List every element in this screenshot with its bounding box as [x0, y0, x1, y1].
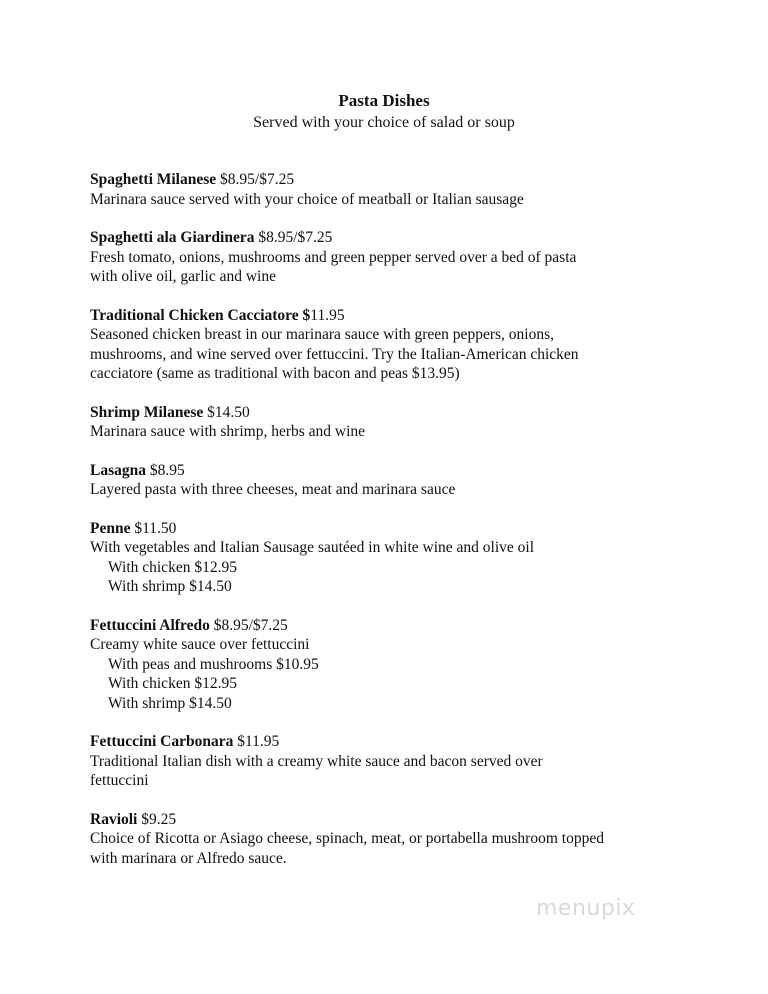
menu-item-name: Spaghetti ala Giardinera — [90, 229, 255, 246]
menu-item-price: $8.95 — [149, 461, 185, 479]
menu-item-heading — [90, 306, 730, 326]
menu-item-heading — [90, 732, 730, 752]
menu-item-heading — [90, 461, 730, 481]
menu-item-description: fettuccini — [90, 772, 149, 789]
section-title: Pasta Dishes — [338, 91, 430, 110]
menu-header — [0, 90, 768, 134]
menu-item-description: cacciatore (same as traditional with bacon and peas $13.95) — [90, 365, 460, 382]
menu-item-option: With chicken $12.95 — [108, 675, 237, 692]
menu-item-description: Fresh tomato, onions, mushrooms and green pepper served over a bed of pasta — [90, 248, 577, 266]
menu-item-description: Creamy white sauce over fettuccini — [90, 636, 310, 653]
menu-item-price: $14.50 — [207, 403, 250, 421]
menu-item — [90, 732, 730, 791]
menu-item — [90, 616, 730, 714]
menu-item — [90, 228, 730, 287]
menu-item-description: With vegetables and Italian Sausage sautéed in white wine and olive oil — [90, 539, 535, 556]
menu-item-name: Fettuccini Alfredo — [90, 616, 210, 634]
menu-item-description: Traditional Italian dish with a creamy white sauce and bacon served over — [90, 752, 543, 770]
menu-item-heading — [90, 810, 730, 830]
menu-item-heading — [90, 616, 730, 636]
menu-item — [90, 519, 730, 597]
menu-item-price: $9.25 — [141, 810, 177, 828]
menu-item-list — [90, 170, 730, 887]
menu-item-price: $11.95 — [237, 733, 280, 750]
menu-item-option: With chicken $12.95 — [108, 558, 237, 576]
menu-item-price: 11.95 — [310, 306, 345, 324]
menu-item-name: Shrimp Milanese — [90, 403, 204, 421]
menu-item-description: mushrooms, and wine served over fettuccini. Try the Italian-American chicken — [90, 345, 579, 363]
menu-item-description: Seasoned chicken breast in our marinara sauce with green peppers, onions, — [90, 326, 554, 343]
menu-item-price: $8.95/$7.25 — [220, 171, 295, 188]
menu-item-name: Penne — [90, 519, 131, 537]
menu-item-description: Layered pasta with three cheeses, meat and marinara sauce — [90, 481, 456, 498]
menu-item — [90, 306, 730, 384]
menu-item — [90, 170, 730, 209]
menu-item-option: With peas and mushrooms $10.95 — [108, 655, 319, 673]
watermark-logo: menupix — [536, 896, 636, 921]
menu-item-option: With shrimp $14.50 — [108, 578, 232, 595]
menu-item — [90, 461, 730, 500]
section-subtitle: Served with your choice of salad or soup — [253, 114, 515, 131]
menu-item-description: Choice of Ricotta or Asiago cheese, spinach, meat, or portabella mushroom topped — [90, 830, 604, 847]
menu-item-price: $8.95/$7.25 — [258, 229, 333, 246]
menu-item-option: With shrimp $14.50 — [108, 694, 232, 712]
menu-item-description: Marinara sauce with shrimp, herbs and wine — [90, 423, 366, 440]
menu-item-description: with marinara or Alfredo sauce. — [90, 849, 287, 867]
menu-item-name: Ravioli — [90, 810, 138, 828]
menu-item-name: Fettuccini Carbonara — [90, 733, 234, 750]
menu-item-description: Marinara sauce served with your choice of meatball or Italian sausage — [90, 190, 524, 208]
menu-item-heading — [90, 228, 730, 248]
menu-item-name: Spaghetti Milanese — [90, 171, 217, 188]
menu-item-heading — [90, 403, 730, 423]
menu-item — [90, 403, 730, 442]
menu-item-heading — [90, 170, 730, 190]
menu-item-name: Traditional Chicken Cacciatore $ — [90, 306, 311, 324]
menu-item-heading — [90, 519, 730, 539]
menu-item — [90, 810, 730, 869]
menu-item-price: $11.50 — [134, 519, 177, 537]
menu-item-name: Lasagna — [90, 461, 146, 479]
menu-item-price: $8.95/$7.25 — [213, 616, 288, 634]
menu-item-description: with olive oil, garlic and wine — [90, 268, 276, 285]
